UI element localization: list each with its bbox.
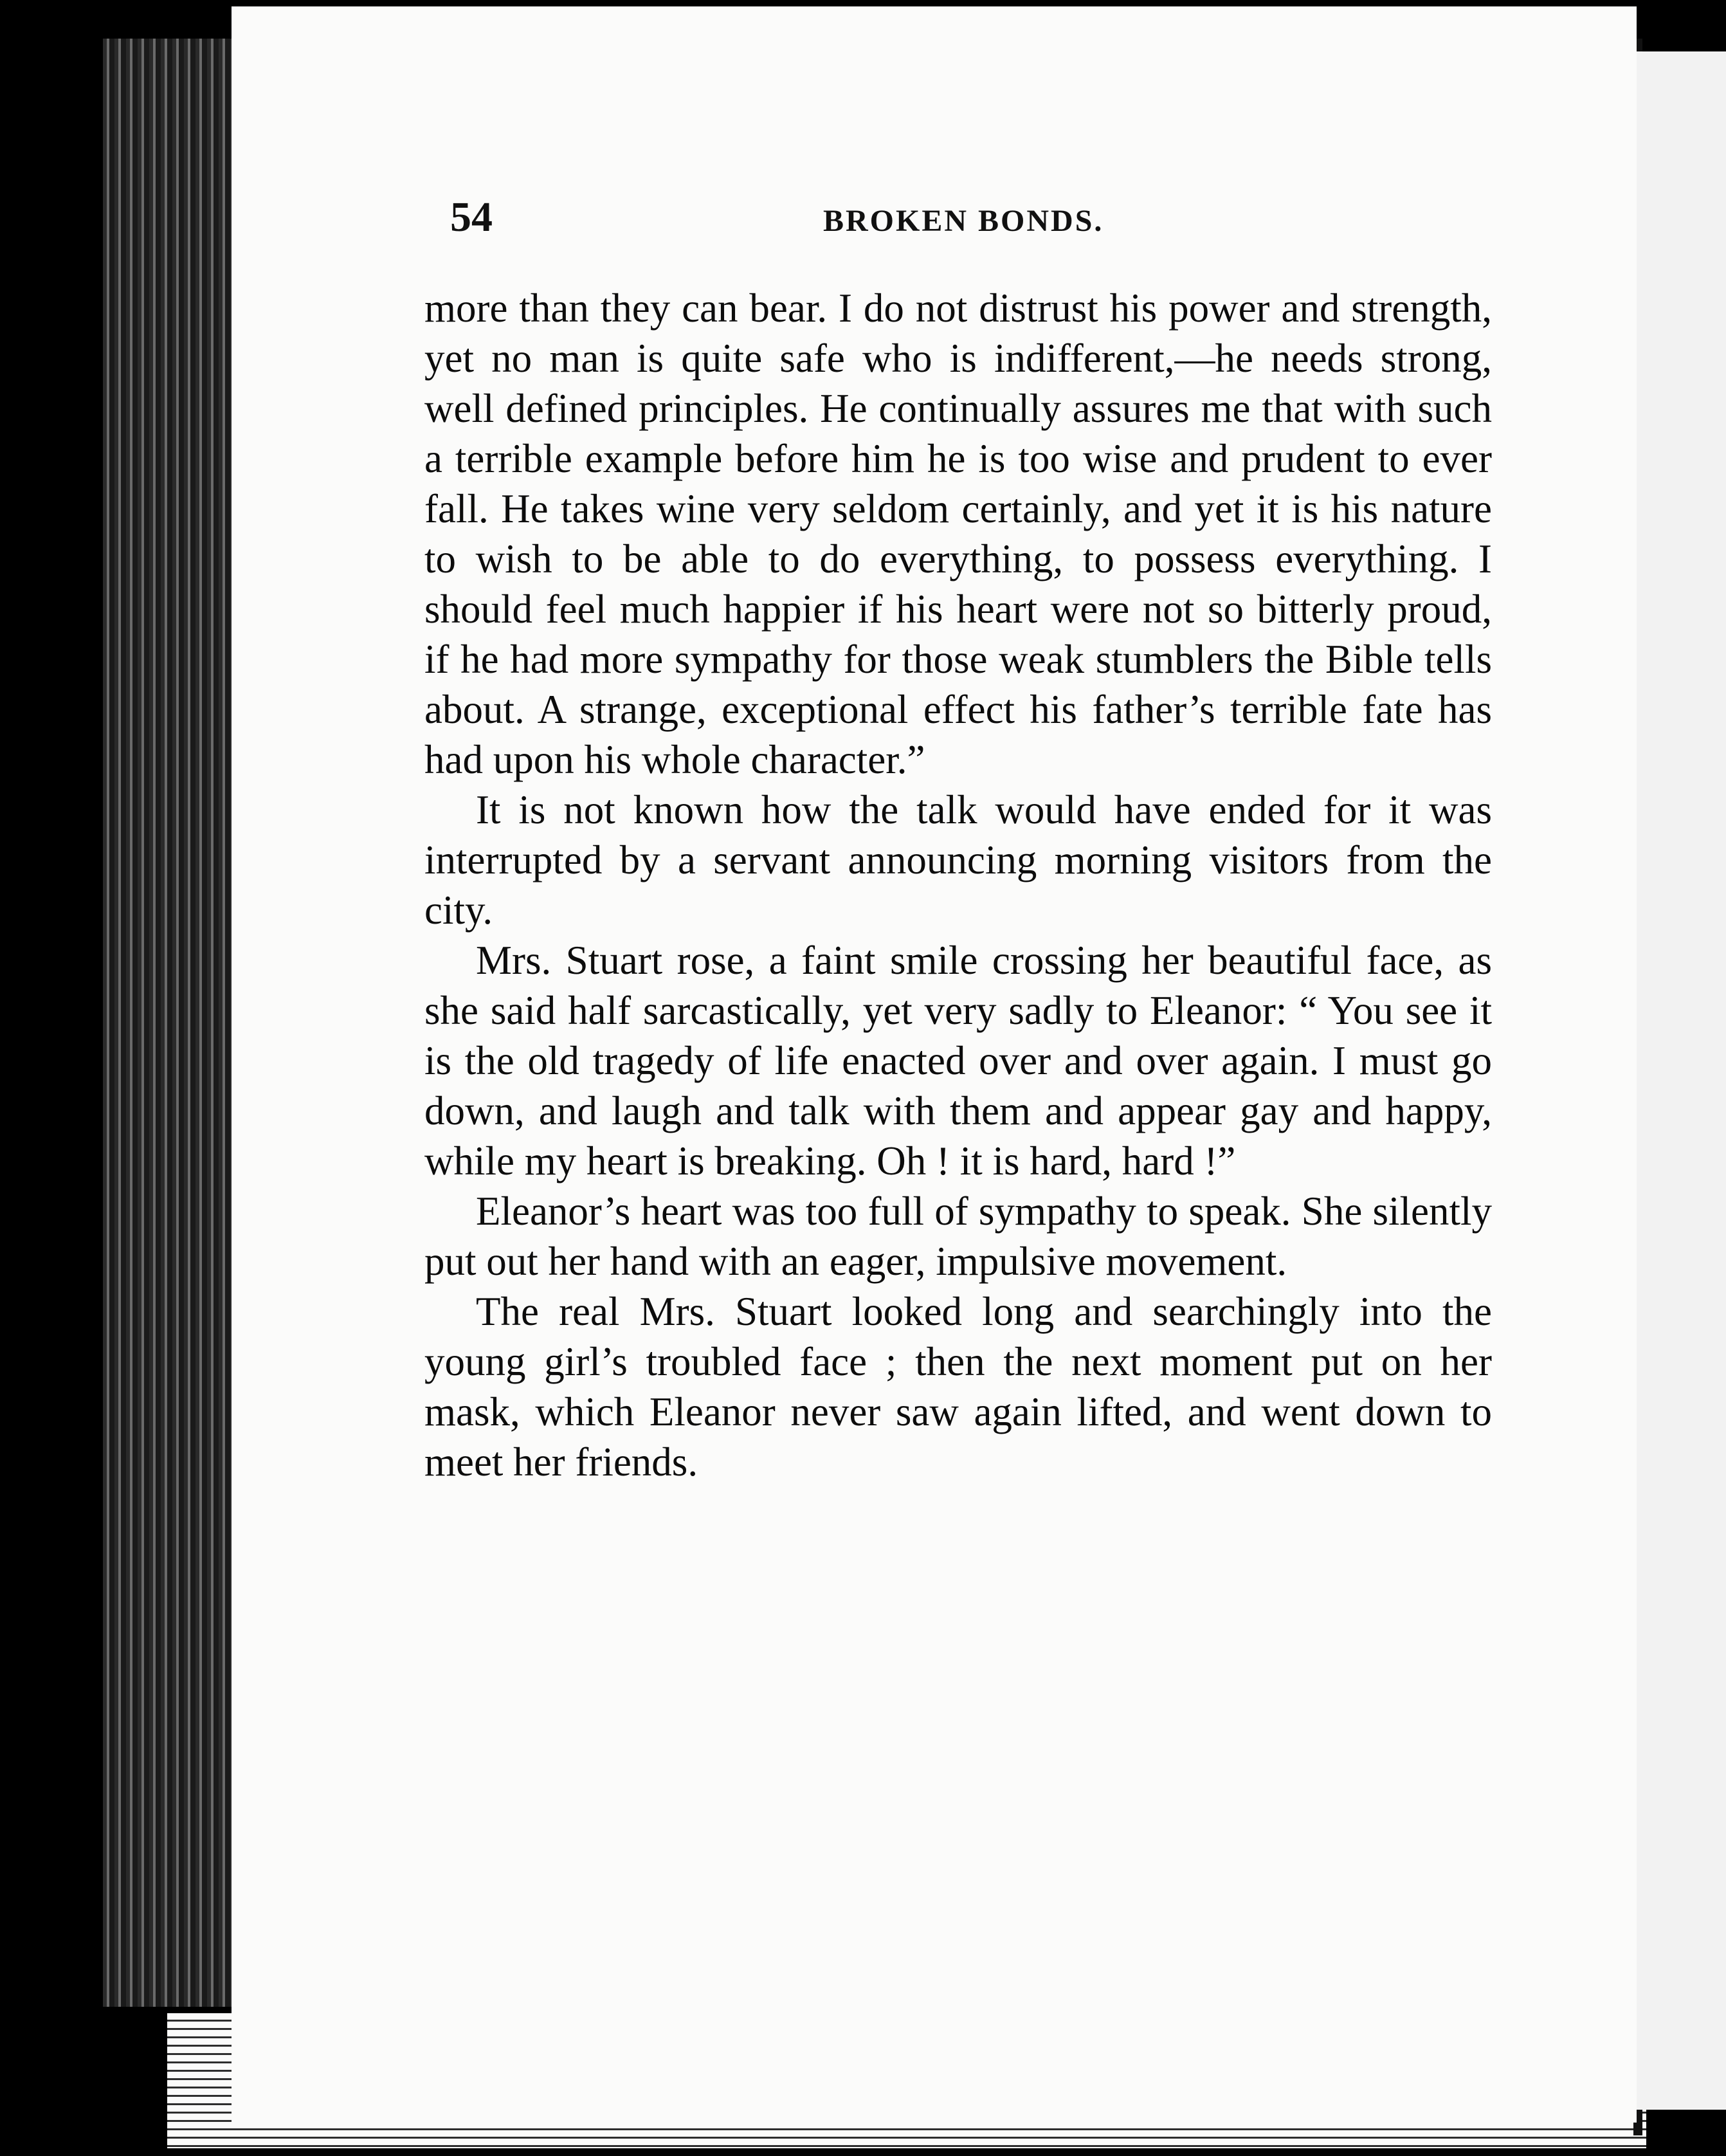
running-head	[450, 193, 1492, 257]
running-title: BROKEN BONDS.	[823, 204, 1104, 238]
page-number: 54	[450, 194, 493, 241]
paragraph: It is not known how the talk would have ended for it was interrupted by a servant announcing morning visitors from the city.	[424, 787, 1492, 933]
paragraph: Eleanor’s heart was too full of sympathy to speak. She silently put out her hand with an eager, impulsive movement.	[424, 1189, 1492, 1284]
paragraph: Mrs. Stuart rose, a faint smile crossing her beautiful face, as she said half sarcastically, yet very sadly to Eleanor: “ You see it is the old tragedy of life enacted over and over again. I must go down, and laugh and talk with them and appear gay and happy, while my heart is breaking. Oh ! it is hard, hard !”	[424, 938, 1492, 1183]
body-text	[424, 283, 1492, 1487]
page-stack-edges	[103, 39, 251, 2007]
facing-page-edge	[1637, 51, 1726, 2110]
paragraph: The real Mrs. Stuart looked long and searchingly into the young girl’s troubled face ; then the next moment put on her mask, which Eleanor never saw again lifted, and went down to meet her friends.	[424, 1289, 1492, 1485]
paragraph: more than they can bear. I do not distrust his power and strength, yet no man is quite safe who is indifferent,—he needs strong, well defined principles. He continually assures me that with such a terrible example before him he is too wise and prudent to ever fall. He takes wine very seldom certainly, and yet it is his nature to wish to be able to do everything, to possess everything. I should feel much happier if his heart were not so bitterly proud, if he had more sympathy for those weak stumblers the Bible tells about. A strange, exceptional effect his father’s terrible fate has had upon his whole character.”	[424, 286, 1492, 782]
